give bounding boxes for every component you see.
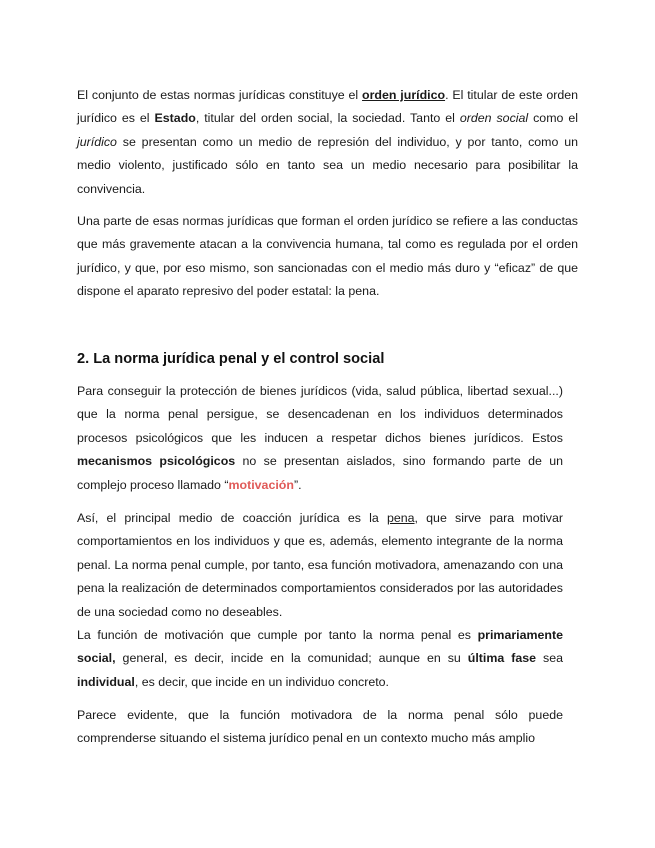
section-heading: 2. La norma jurídica penal y el control social xyxy=(77,351,385,367)
term-juridico: jurídico xyxy=(77,134,117,149)
term-orden-juridico: orden jurídico xyxy=(362,88,446,102)
text-run: , titular del orden social, la sociedad. Tanto el xyxy=(195,111,460,126)
term-ultima-fase: última fase xyxy=(467,651,537,666)
text-run: . El titular de este orden jurídico es el xyxy=(77,88,579,126)
paragraph-contexto: Parece evidente, que la función motivadora de la norma penal sólo puede comprenderse situando el sistema jurídico penal en un contexto mucho más amplio xyxy=(77,708,563,746)
term-mecanismos-psicologicos: mecanismos psicológicos xyxy=(77,454,236,469)
text-run: El conjunto de estas normas jurídicas constituye el xyxy=(77,88,363,102)
term-pena: pena xyxy=(386,511,415,525)
text-run: Para conseguir la protección de bienes jurídicos (vida, salud pública, libertad sexual...) que la norma penal persigue, se desencadenan en los individuos determinados procesos psicológicos que les inducen a respetar dichos bienes jurídicos. Estos xyxy=(77,384,563,445)
text-run: , que sirve para motivar comportamientos en los individuos y que es, además, elemento integrante de la norma penal. La norma penal cumple, por tanto, esa función motivadora, amenazando con una pena la realización de determinados comportamientos considerados por las autoridades de una sociedad como no deseables. xyxy=(77,511,563,619)
text-run: no se presentan aislados, sino formando parte de un complejo proceso llamado “ xyxy=(77,454,564,492)
paragraph-mecanismos xyxy=(77,380,563,497)
paragraph-funcion-motivacion xyxy=(77,624,563,694)
term-primariamente-social: primariamente social, xyxy=(77,628,563,666)
text-run: como el xyxy=(528,111,579,126)
text-run: , es decir, que incide en un individuo concreto. xyxy=(134,674,389,689)
term-orden-social: orden social xyxy=(459,111,529,126)
term-estado: Estado xyxy=(154,111,196,126)
paragraph-orden-juridico xyxy=(77,84,578,201)
text-run: Así, el principal medio de coacción jurídica es la xyxy=(77,511,387,525)
text-run: ”. xyxy=(293,477,302,492)
term-individual: individual xyxy=(77,674,135,689)
paragraph-coaccion xyxy=(77,507,563,624)
text-run: La función de motivación que cumple por tanto la norma penal es xyxy=(77,628,478,642)
term-motivacion: motivación xyxy=(228,477,294,492)
text-run: sea xyxy=(536,651,564,666)
text-run: general, es decir, incide en la comunidad; aunque en su xyxy=(115,651,468,666)
paragraph-pena: Una parte de esas normas jurídicas que forman el orden jurídico se refiere a las conductas que más gravemente atacan a la convivencia humana, tal como es regulada por el orden jurídico, y que, por eso mismo, son sancionadas con el medio más duro y “eficaz” de que dispone el aparato represivo del poder estatal: la pena. xyxy=(77,214,578,299)
text-run: se presentan como un medio de represión del individuo, y por tanto, como un medio violento, justificado sólo en tanto sea un medio necesario para posibilitar la convivencia. xyxy=(77,134,578,196)
